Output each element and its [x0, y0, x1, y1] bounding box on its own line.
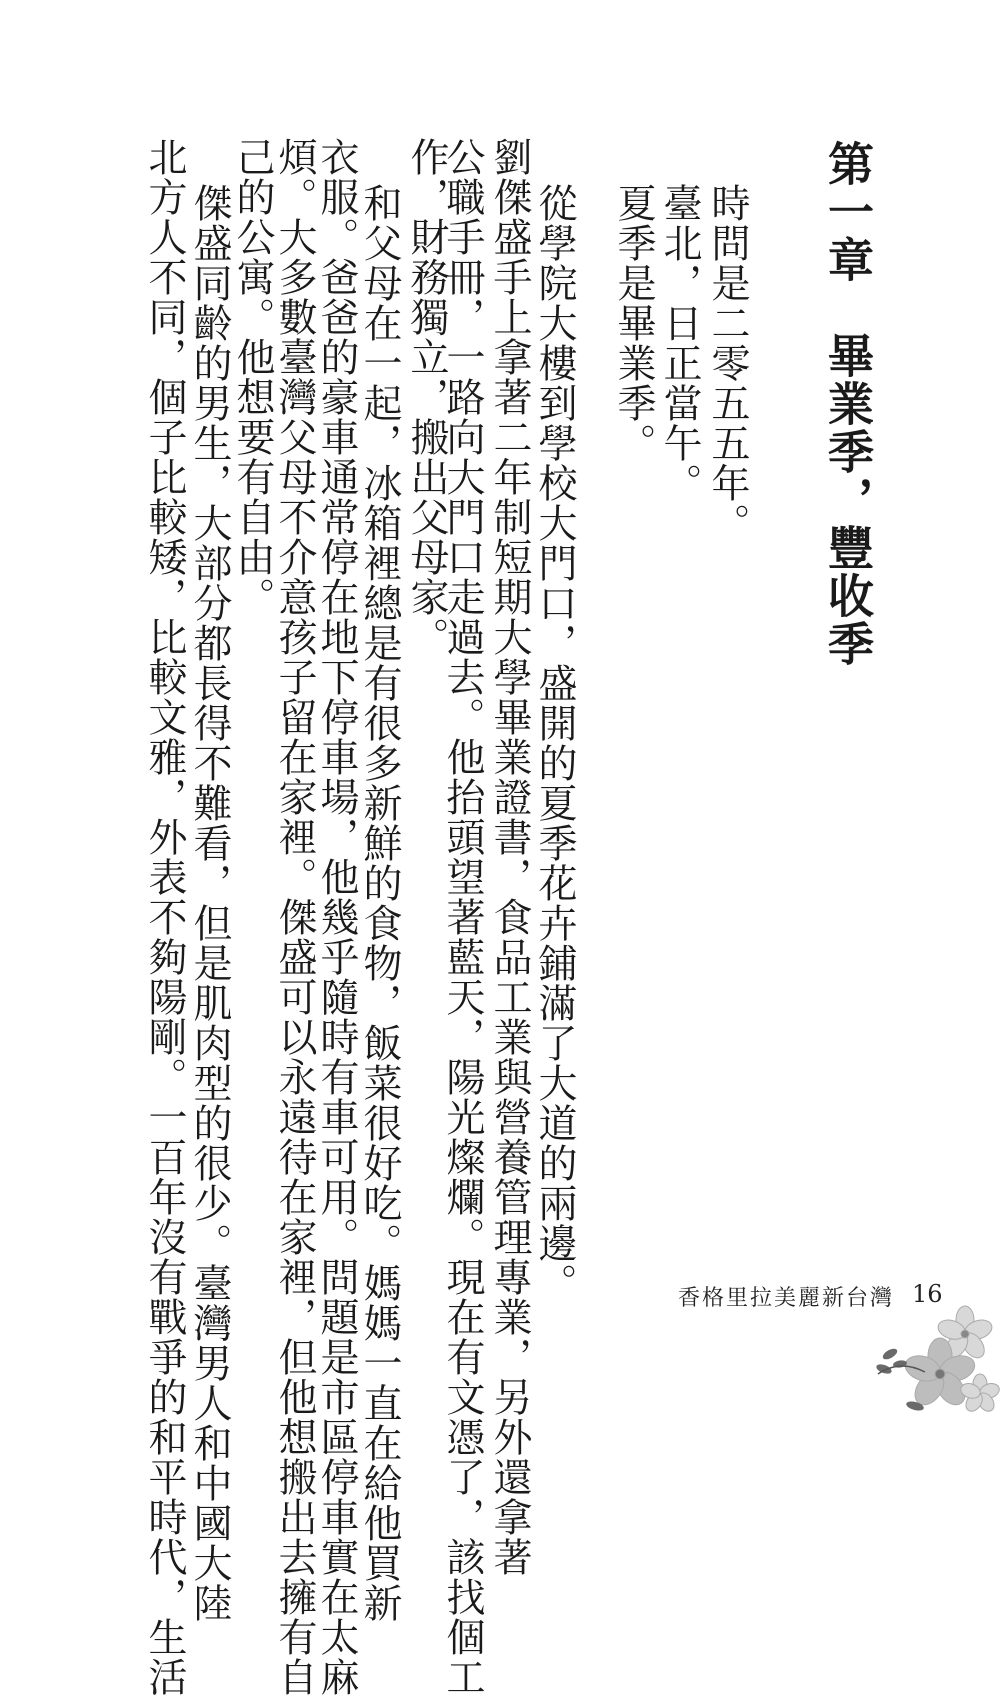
text-column: 和父母在一起，冰箱裡總是有很多新鮮的食物，飯菜很好吃。媽媽一直在給他買新: [357, 183, 402, 1623]
text-column: 時問是二零五五年。: [705, 183, 750, 543]
text-column: 夏季是畢業季。: [611, 183, 656, 463]
chapter-title: 第一章 畢業季，豐收季: [821, 140, 875, 668]
text-column: 傑盛同齡的男生，大部分都長得不難看，但是肌肉型的很少。臺灣男人和中國大陸: [187, 183, 232, 1623]
text-column: 北方人不同，個子比較矮，比較文雅，外表不夠陽剛。一百年沒有戰爭的和平時代，生活: [142, 137, 187, 1697]
text-column: 煩。大多數臺灣父母不介意孩子留在家裡。傑盛可以永遠待在家裡，但他想搬出去擁有自: [272, 137, 317, 1697]
text-column: 公職手冊，一路向大門口走過去。他抬頭望著藍天，陽光燦爛。現在有文憑了，該找個工: [440, 137, 485, 1697]
text-column: 衣服。爸爸的豪車通常停在地下停車場，他幾乎隨時有車可用。問題是市區停車實在太麻: [314, 137, 359, 1697]
text-column: 己的公寓。他想要有自由。: [230, 137, 275, 617]
text-column: 作，財務獨立，搬出父母家。: [404, 137, 449, 657]
book-title: 香格里拉美麗新台灣: [678, 1286, 895, 1311]
page-number: 16: [912, 1280, 943, 1308]
text-column: 臺北，日正當午。: [657, 183, 702, 503]
text-column: 從學院大樓到學校大門口，盛開的夏季花卉鋪滿了大道的兩邊。: [532, 183, 577, 1303]
flower-ornament-icon: [870, 1294, 1000, 1419]
text-column: 劉傑盛手上拿著二年制短期大學畢業證書，食品工業與營養管理專業，另外還拿著: [487, 137, 532, 1577]
